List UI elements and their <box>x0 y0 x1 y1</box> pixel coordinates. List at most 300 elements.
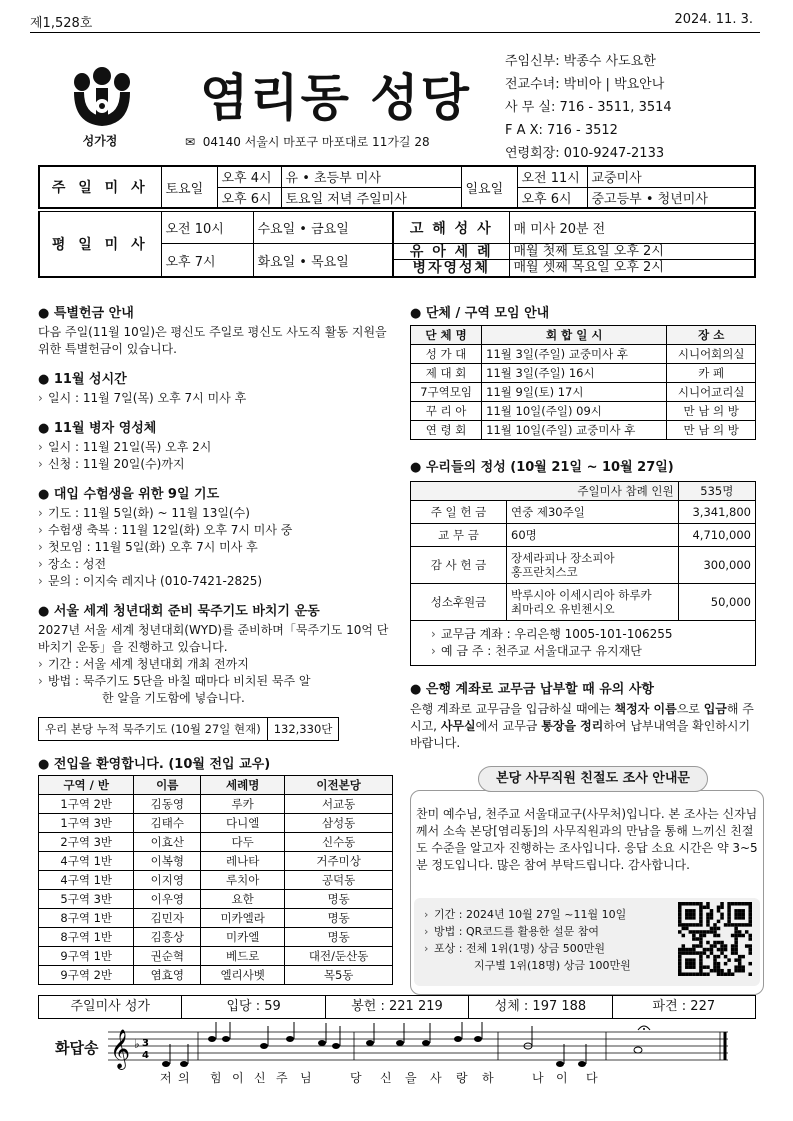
table-row <box>39 795 393 814</box>
qr-module <box>745 930 749 934</box>
qr-module <box>717 955 721 959</box>
qr-module <box>741 923 745 927</box>
qr-module <box>699 969 703 973</box>
hymn-entrance: 입당 : 59 <box>182 996 325 1018</box>
qr-module <box>734 948 738 952</box>
qr-module <box>696 951 700 955</box>
qr-module <box>692 951 696 955</box>
qr-module <box>720 944 724 948</box>
table-row <box>411 421 756 440</box>
qr-module <box>748 906 752 910</box>
bank-notice-title: ● 은행 계좌로 교무금 납부할 때 유의 사항 <box>410 678 760 697</box>
qr-module <box>706 930 710 934</box>
note-head <box>318 1040 326 1046</box>
qr-module <box>734 944 738 948</box>
qr-module <box>727 969 731 973</box>
qr-module <box>706 941 710 945</box>
table-row <box>39 947 393 966</box>
qr-module <box>710 969 714 973</box>
qr-module <box>720 913 724 917</box>
qr-module <box>731 902 735 906</box>
qr-module <box>689 951 693 955</box>
qr-module <box>685 923 689 927</box>
note-head <box>396 1040 404 1046</box>
qr-module <box>685 962 689 966</box>
qr-module <box>678 955 682 959</box>
groups-title: ● 단체 / 구역 모임 안내 <box>410 302 760 321</box>
wd-days-2: 화요일 • 목요일 <box>253 244 393 278</box>
table-row <box>39 890 393 909</box>
qr-module <box>713 965 717 969</box>
qr-module <box>678 916 682 920</box>
qr-module <box>699 941 703 945</box>
transfer-cell: 김흥상 <box>134 928 201 947</box>
qr-module <box>685 909 689 913</box>
note-head <box>286 1036 294 1042</box>
qr-module <box>710 930 714 934</box>
qr-module <box>685 927 689 931</box>
qr-module <box>717 920 721 924</box>
address-text: 04140 서울시 마포구 마포대로 11가길 28 <box>202 135 430 149</box>
lyric-syllable: 이 <box>232 1071 244 1085</box>
account-line-2: › 예 금 주 : 천주교 서울대교구 유지재단 <box>431 643 755 660</box>
qr-module <box>748 972 752 976</box>
qr-module <box>713 962 717 966</box>
qr-module <box>703 951 707 955</box>
svg-text:3: 3 <box>142 1038 149 1049</box>
table-row <box>39 966 393 985</box>
qr-module <box>710 927 714 931</box>
table-row <box>39 833 393 852</box>
note-head <box>556 1061 564 1067</box>
qr-module <box>720 941 724 945</box>
qr-module <box>689 930 693 934</box>
bank-notice-text: 은행 계좌로 교무금을 입금하실 때에는 책정자 이름으로 입금해 주시고, 사무실에서 교무금 통장을 정리하여 납부내역을 확인하시기 바랍니다. <box>410 702 754 750</box>
qr-module <box>741 965 745 969</box>
transfer-header: 구역 / 반 <box>39 776 134 795</box>
qr-module <box>682 927 686 931</box>
rosary-item-2: › 방법 : 묵주기도 5단을 바칠 때마다 비치된 묵주 알 <box>38 673 393 690</box>
qr-module <box>724 948 728 952</box>
qr-module <box>689 958 693 962</box>
qr-module <box>706 906 710 910</box>
rosary-item-2-cont: 한 알을 기도함에 넣습니다. <box>102 691 245 705</box>
qr-module <box>713 944 717 948</box>
qr-module <box>717 969 721 973</box>
qr-module <box>703 934 707 938</box>
rosary-item-1: › 기간 : 서울 세계 청년대회 개최 전까지 <box>38 656 393 673</box>
contact-pastor: 주임신부: 박종수 사도요한 <box>505 54 656 69</box>
qr-module <box>748 934 752 938</box>
qr-module <box>731 923 735 927</box>
hymn-dismissal: 파견 : 227 <box>652 999 716 1014</box>
qr-module <box>678 909 682 913</box>
table-row <box>39 814 393 833</box>
group-cell: 만 남 의 방 <box>667 421 756 440</box>
table-row <box>411 547 756 584</box>
offering-type: 감 사 헌 금 <box>411 547 507 584</box>
qr-module <box>745 923 749 927</box>
qr-module <box>713 969 717 973</box>
qr-module <box>748 920 752 924</box>
qr-module <box>713 927 717 931</box>
weekday-schedule-table <box>38 211 756 278</box>
parish-title: 염리동 성당 <box>200 69 471 127</box>
qr-module <box>678 958 682 962</box>
baptism-label: 유 아 세 례 <box>394 244 509 260</box>
qr-module <box>738 958 742 962</box>
transfer-cell: 이지영 <box>134 871 201 890</box>
note-head <box>634 1047 642 1053</box>
qr-module <box>741 934 745 938</box>
qr-module <box>727 906 731 910</box>
qr-module <box>748 923 752 927</box>
qr-module <box>720 906 724 910</box>
sick-communion-title: ● 11월 병자 영성체 <box>38 417 393 436</box>
qr-module <box>745 944 749 948</box>
transfer-cell: 1구역 2반 <box>39 795 134 814</box>
qr-module <box>703 906 707 910</box>
qr-module <box>678 923 682 927</box>
qr-module <box>734 965 738 969</box>
confession-label: 고 해 성 사 <box>393 212 509 244</box>
qr-module <box>696 937 700 941</box>
qr-module <box>738 962 742 966</box>
qr-module <box>682 951 686 955</box>
survey-item-3: › 포상 : 전체 1위(1명) 상금 500만원 <box>424 940 760 957</box>
transfer-cell: 4구역 1반 <box>39 871 134 890</box>
qr-module <box>682 902 686 906</box>
transfer-cell: 염효영 <box>134 966 201 985</box>
transfer-cell: 미카엘라 <box>201 909 285 928</box>
transfer-cell: 이효산 <box>134 833 201 852</box>
offering-type: 주 일 헌 금 <box>411 501 507 524</box>
transfer-cell: 김태수 <box>134 814 201 833</box>
group-cell: 성 가 대 <box>411 345 482 364</box>
note-head <box>332 1043 340 1049</box>
qr-module <box>724 972 728 976</box>
lyric-syllable: 하 <box>482 1071 494 1085</box>
qr-module <box>720 902 724 906</box>
qr-module <box>678 948 682 952</box>
offering-detail: 60명 <box>507 524 679 547</box>
qr-module <box>748 902 752 906</box>
table-row <box>411 584 756 621</box>
qr-module <box>703 965 707 969</box>
qr-module <box>685 951 689 955</box>
qr-module <box>699 951 703 955</box>
svg-text:𝄞: 𝄞 <box>110 1029 131 1069</box>
exam-prayer-title: ● 대입 수험생을 위한 9일 기도 <box>38 483 393 502</box>
qr-module <box>706 920 710 924</box>
qr-module <box>745 902 749 906</box>
qr-module <box>692 948 696 952</box>
qr-module <box>692 962 696 966</box>
attendance-label: 주일미사 참례 인원 <box>411 482 679 501</box>
qr-module <box>692 944 696 948</box>
qr-module <box>727 958 731 962</box>
note-head <box>162 1061 170 1067</box>
qr-module <box>699 944 703 948</box>
offering-amount: 3,341,800 <box>678 501 755 524</box>
qr-module <box>678 951 682 955</box>
qr-module <box>689 972 693 976</box>
group-cell: 만 남 의 방 <box>667 402 756 421</box>
qr-module <box>713 923 717 927</box>
qr-module <box>710 913 714 917</box>
qr-module <box>696 972 700 976</box>
qr-module <box>685 948 689 952</box>
rosary-count-label: 우리 본당 누적 묵주기도 (10월 27일 현재) <box>39 718 268 741</box>
qr-module <box>685 972 689 976</box>
qr-module <box>710 944 714 948</box>
qr-module <box>692 916 696 920</box>
contact-sisters: 전교수녀: 박비아 | 박요안나 <box>505 77 665 92</box>
transfer-header: 이름 <box>134 776 201 795</box>
qr-code-icon[interactable] <box>678 902 752 976</box>
holy-hour-title: ● 11월 성시간 <box>38 368 393 387</box>
rosary-campaign-text: 2027년 서울 세계 청년대회(WYD)를 준비하며「묵주기도 10억 단 바치기 운동」을 진행하고 있습니다. <box>38 623 389 654</box>
qr-module <box>717 909 721 913</box>
offering-type: 성소후원금 <box>411 584 507 621</box>
note-head <box>260 1043 268 1049</box>
contact-list <box>505 50 672 165</box>
qr-module <box>699 902 703 906</box>
qr-module <box>706 902 710 906</box>
group-cell: 11월 3일(주일) 교중미사 후 <box>482 345 667 364</box>
qr-module <box>706 972 710 976</box>
qr-module <box>720 972 724 976</box>
exam-item-3: › 첫모임 : 11월 5일(화) 오후 7시 미사 후 <box>38 539 393 556</box>
qr-module <box>748 937 752 941</box>
account-line-1: › 교무금 계좌 : 우리은행 1005-101-106255 <box>431 626 755 643</box>
qr-module <box>727 902 731 906</box>
qr-module <box>748 948 752 952</box>
qr-module <box>738 909 742 913</box>
qr-module <box>682 944 686 948</box>
qr-module <box>741 955 745 959</box>
transfer-title: ● 전입을 환영합니다. (10월 전입 교우) <box>38 753 393 772</box>
qr-module <box>731 944 735 948</box>
offering-amount: 300,000 <box>678 547 755 584</box>
exam-item-2: › 수험생 축복 : 11월 12일(화) 오후 7시 미사 중 <box>38 522 393 539</box>
transfer-cell: 김동영 <box>134 795 201 814</box>
transfer-cell: 루카 <box>201 795 285 814</box>
qr-module <box>713 941 717 945</box>
qr-module <box>734 958 738 962</box>
note-head <box>578 1061 586 1067</box>
attendance-value: 535명 <box>678 482 755 501</box>
qr-module <box>734 927 738 931</box>
left-column <box>38 302 393 985</box>
qr-module <box>678 902 682 906</box>
qr-module <box>706 916 710 920</box>
qr-module <box>734 930 738 934</box>
qr-module <box>682 972 686 976</box>
qr-module <box>717 948 721 952</box>
qr-module <box>678 930 682 934</box>
qr-module <box>689 916 693 920</box>
transfer-cell: 권순혁 <box>134 947 201 966</box>
qr-module <box>717 972 721 976</box>
table-row <box>411 383 756 402</box>
issue-number: 제1,528호 <box>30 16 93 31</box>
contact-office: 사 무 실: 716 - 3511, 3514 <box>505 100 672 115</box>
qr-module <box>692 902 696 906</box>
qr-module <box>724 923 728 927</box>
sat-mass-1: 유 • 초등부 미사 <box>281 166 461 187</box>
sunday-mass-label: 주 일 미 사 <box>39 166 161 208</box>
offering-amount: 50,000 <box>678 584 755 621</box>
holy-hour-item: › 일시 : 11월 7일(목) 오후 7시 미사 후 <box>38 390 393 407</box>
transfer-cell: 2구역 3반 <box>39 833 134 852</box>
exam-item-1: › 기도 : 11월 5일(화) ~ 11월 13일(수) <box>38 505 393 522</box>
qr-module <box>717 906 721 910</box>
top-divider <box>30 32 760 33</box>
qr-module <box>692 972 696 976</box>
transfer-cell: 레나타 <box>201 852 285 871</box>
qr-module <box>692 930 696 934</box>
transfer-cell: 5구역 3반 <box>39 890 134 909</box>
rosary-count-table <box>38 717 339 741</box>
sat-mass-2: 토요일 저녁 주일미사 <box>281 187 461 208</box>
qr-module <box>731 951 735 955</box>
qr-module <box>678 962 682 966</box>
qr-module <box>748 913 752 917</box>
transfer-cell: 신수동 <box>285 833 393 852</box>
qr-module <box>699 972 703 976</box>
qr-module <box>682 923 686 927</box>
qr-module <box>734 913 738 917</box>
qr-module <box>692 923 696 927</box>
qr-module <box>727 923 731 927</box>
qr-module <box>710 951 714 955</box>
music-staff <box>108 1022 738 1072</box>
qr-module <box>748 951 752 955</box>
qr-module <box>699 930 703 934</box>
transfer-cell: 루치아 <box>201 871 285 890</box>
qr-module <box>710 916 714 920</box>
qr-module <box>748 962 752 966</box>
hymn-bar <box>38 995 756 1019</box>
note-head <box>422 1040 430 1046</box>
qr-module <box>734 934 738 938</box>
qr-module <box>717 941 721 945</box>
account-info <box>411 621 756 666</box>
transfer-cell: 8구역 1반 <box>39 928 134 947</box>
qr-module <box>741 909 745 913</box>
qr-module <box>724 962 728 966</box>
qr-module <box>713 930 717 934</box>
qr-module <box>682 948 686 952</box>
qr-module <box>703 972 707 976</box>
qr-module <box>699 965 703 969</box>
mass-schedule-table <box>38 165 756 209</box>
group-header: 단 체 명 <box>411 326 482 345</box>
qr-module <box>738 934 742 938</box>
qr-module <box>731 934 735 938</box>
transfer-cell: 목5동 <box>285 966 393 985</box>
survey-item-2: › 방법 : QR코드를 활용한 설문 참여 <box>424 923 760 940</box>
issue-date: 2024. 11. 3. <box>674 12 753 27</box>
qr-module <box>685 965 689 969</box>
qr-module <box>734 937 738 941</box>
envelope-icon: ✉ <box>185 135 196 149</box>
svg-text:♭: ♭ <box>134 1037 140 1051</box>
transfer-header: 세례명 <box>201 776 285 795</box>
saturday-label: 토요일 <box>161 166 217 208</box>
qr-module <box>678 969 682 973</box>
sun-time-2: 오후 6시 <box>517 187 587 208</box>
transfer-cell: 명동 <box>285 890 393 909</box>
sick-item-1: › 일시 : 11월 21일(목) 오후 2시 <box>38 439 393 456</box>
qr-module <box>731 948 735 952</box>
qr-module <box>713 958 717 962</box>
transfer-cell: 9구역 1반 <box>39 947 134 966</box>
qr-module <box>724 944 728 948</box>
table-row <box>411 501 756 524</box>
qr-module <box>738 916 742 920</box>
sun-mass-2: 중고등부 • 청년미사 <box>587 187 755 208</box>
group-cell: 11월 10일(주일) 09시 <box>482 402 667 421</box>
hymn-offertory: 봉헌 : 221 219 <box>326 996 469 1018</box>
qr-module <box>727 916 731 920</box>
table-row <box>411 402 756 421</box>
psalm-title: 화답송 <box>55 1039 99 1057</box>
qr-module <box>720 951 724 955</box>
qr-module <box>678 965 682 969</box>
lyrics-row <box>150 1069 750 1087</box>
qr-module <box>706 923 710 927</box>
special-offering-text: 다음 주일(11월 10일)은 평신도 주일로 평신도 사도직 활동 지원을 위한 특별헌금이 있습니다. <box>38 325 387 356</box>
qr-module <box>678 920 682 924</box>
qr-module <box>692 909 696 913</box>
transfer-cell: 1구역 3반 <box>39 814 134 833</box>
qr-module <box>738 965 742 969</box>
qr-module <box>706 965 710 969</box>
offering-detail: 연중 제30주일 <box>507 501 679 524</box>
qr-module <box>741 902 745 906</box>
qr-module <box>734 916 738 920</box>
group-cell: 11월 3일(주일) 16시 <box>482 364 667 383</box>
qr-module <box>699 916 703 920</box>
transfer-cell: 삼성동 <box>285 814 393 833</box>
transfer-cell: 8구역 1반 <box>39 909 134 928</box>
qr-module <box>748 916 752 920</box>
qr-module <box>710 909 714 913</box>
offerings-title: ● 우리들의 정성 (10월 21일 ~ 10월 27일) <box>410 456 760 475</box>
qr-module <box>696 923 700 927</box>
sick-item-2: › 신청 : 11월 20일(수)까지 <box>38 456 393 473</box>
lyric-syllable: 다 <box>586 1071 598 1085</box>
transfer-cell: 요한 <box>201 890 285 909</box>
svg-text:4: 4 <box>142 1050 149 1061</box>
table-row <box>411 364 756 383</box>
sat-time-2: 오후 6시 <box>217 187 281 208</box>
qr-module <box>713 955 717 959</box>
qr-module <box>710 948 714 952</box>
qr-module <box>699 906 703 910</box>
qr-module <box>696 944 700 948</box>
qr-module <box>689 902 693 906</box>
transfer-cell: 거주미상 <box>285 852 393 871</box>
qr-module <box>699 909 703 913</box>
sat-time-1: 오후 4시 <box>217 166 281 187</box>
transfer-cell: 대전/둔산동 <box>285 947 393 966</box>
qr-module <box>717 965 721 969</box>
sick-label: 병자영성체 <box>412 260 491 276</box>
qr-module <box>727 972 731 976</box>
